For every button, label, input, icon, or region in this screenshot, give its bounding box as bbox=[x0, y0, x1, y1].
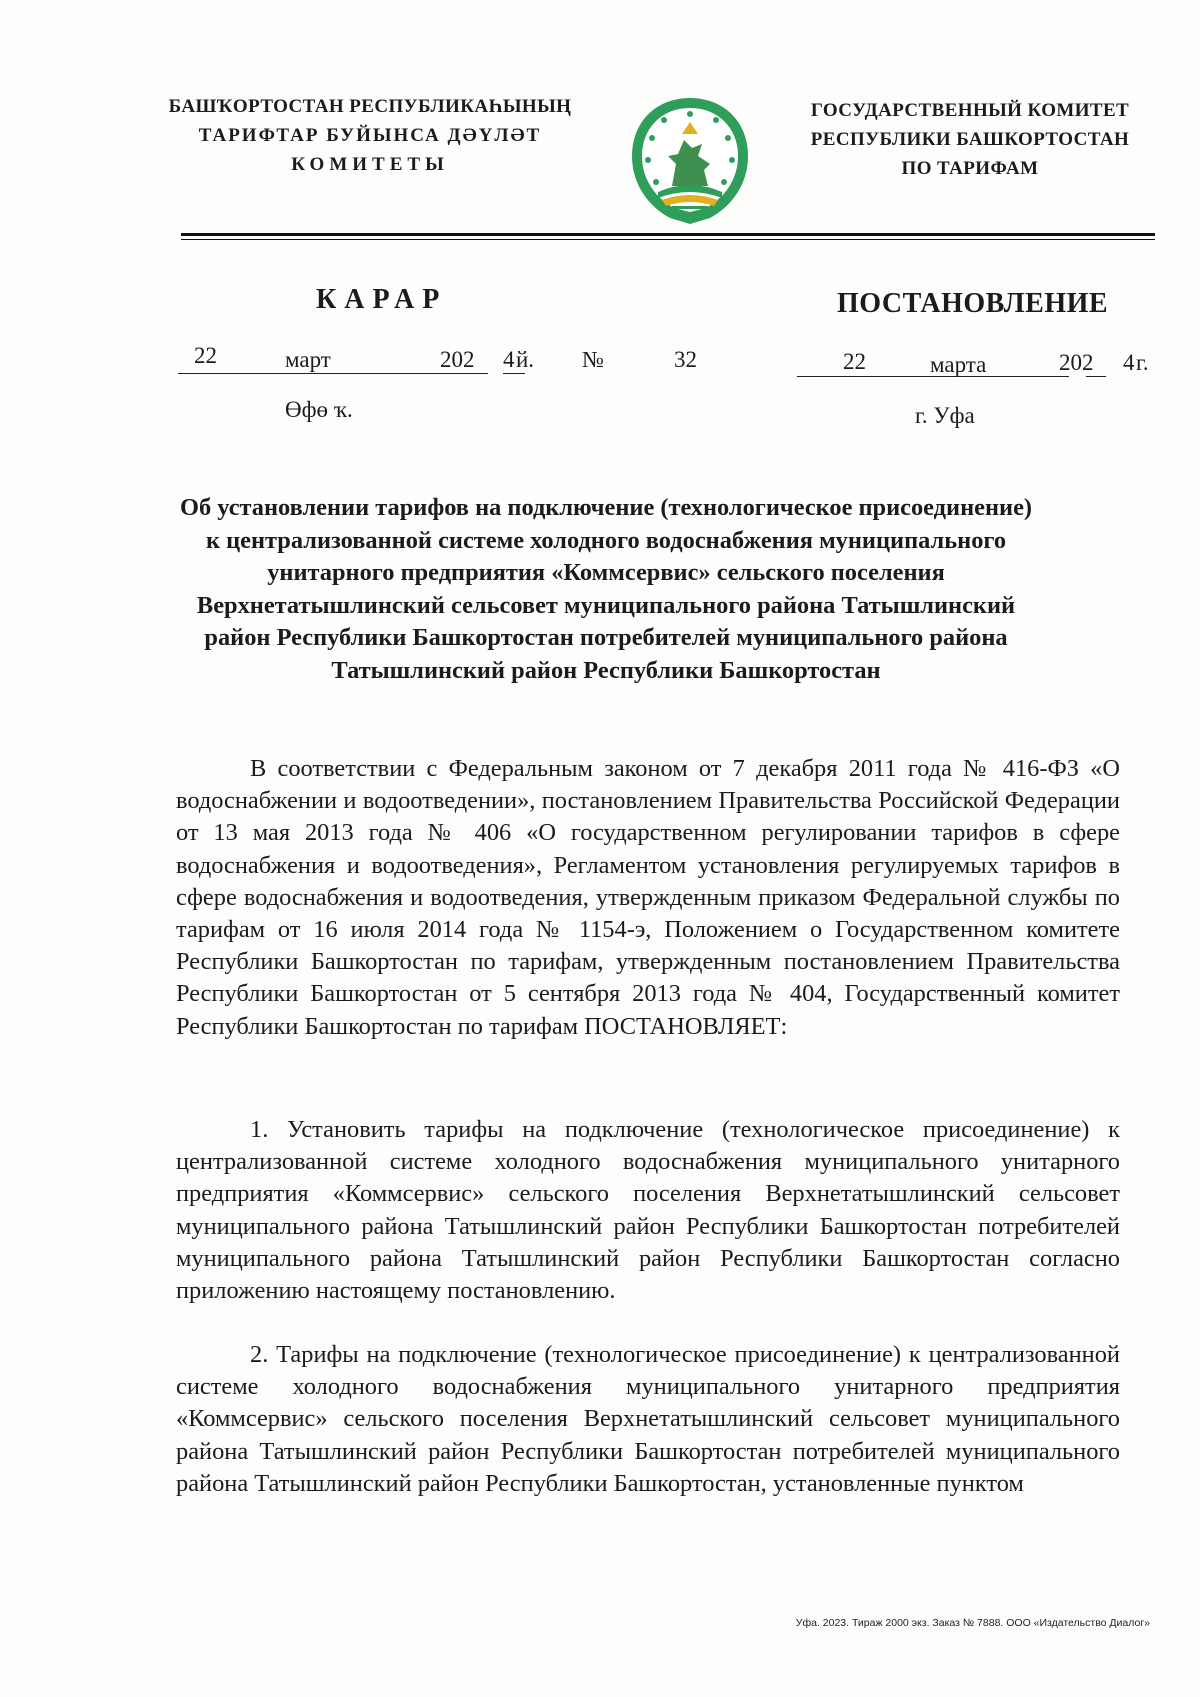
right-date-year-digit: 4 bbox=[1123, 350, 1135, 375]
body-paragraph-3 bbox=[176, 1339, 1120, 1500]
document-title: Об установлении тарифов на подключение (технологическое присоединение) к централизованной системе холодного водоснабжения муниципального унитарного предприятия «Коммсервис» сельского поселения Верхнетатышлинский сельсовет муниципального района Татышлинский район Республики Башкортостан потребителей муниципального района Татышлинский район Республики Башкортостан bbox=[179, 494, 1033, 684]
right-date-year-suffix: г. bbox=[1136, 350, 1149, 375]
header-right-line2: РЕСПУБЛИКИ БАШКОРТОСТАН bbox=[810, 129, 1130, 150]
doc-type-postanovlenie: ПОСТАНОВЛЕНИЕ bbox=[837, 288, 1109, 319]
header-left-line3: КОМИТЕТЫ bbox=[291, 154, 449, 175]
header-right-line3: ПО ТАРИФАМ bbox=[901, 158, 1039, 179]
paragraph-text: 1. Установить тарифы на подключение (технологическое присоединение) к централизованной системе холодного водоснабжения муниципального унитарного предприятия «Коммсервис» сельского поселения Верхнетатышлинский сельсовет муниципального района Татышлинский район Республики Башкортостан потребителей муниципального района Татышлинский район Республики Башкортостан согласно приложению настоящему постановлению. bbox=[176, 1116, 1120, 1305]
paragraph-text: 2. Тарифы на подключение (технологическое присоединение) к централизованной системе холодного водоснабжения муниципального унитарного предприятия «Коммсервис» сельского поселения Верхнетатышлинский сельсовет муниципального района Татышлинский район Республики Башкортостан потребителей муниципального района Татышлинский район Республики Башкортостан, установленные пунктом bbox=[176, 1341, 1120, 1497]
emblem-icon bbox=[628, 94, 752, 228]
left-date-underline bbox=[178, 373, 488, 374]
right-year-underline bbox=[1086, 376, 1106, 377]
right-date-month: марта bbox=[930, 352, 987, 377]
print-footer: Уфа. 2023. Тираж 2000 экз. Заказ № 7888. ООО «Издательство Диалог» bbox=[795, 1617, 1150, 1629]
header-right-title bbox=[770, 96, 1170, 183]
republic-emblem bbox=[628, 94, 752, 228]
doc-type-karar: КАРАР bbox=[316, 284, 448, 315]
paragraph-text: В соответствии с Федеральным законом от 7 декабря 2011 года № 416-ФЗ «О водоснабжении и водоотведении», постановлением Правительства Российской Федерации от 13 мая 2013 года № 406 «О государственном регулировании тарифов в сфере водоснабжения и водоотведения», Регламентом установления регулируемых тарифов в сфере водоснабжения и водоотведения, утвержденным приказом Федеральной службы по тарифам от 16 июля 2014 года № 1154-э, Положением о Государственном комитете Республики Башкортостан по тарифам, утвержденным постановлением Правительства Республики Башкортостан от 5 сентября 2013 года № 404, Государственный комитет Республики Башкортостан по тарифам ПОСТАНОВЛЯЕТ: bbox=[176, 755, 1120, 1040]
header-left-title bbox=[150, 92, 590, 179]
city-left: Өфө ҡ. bbox=[285, 397, 353, 422]
header-left-line1: БАШҠОРТОСТАН РЕСПУБЛИКАҺЫНЫҢ bbox=[168, 96, 572, 117]
left-date-year-digit: 4 bbox=[503, 347, 515, 372]
header-right-line1: ГОСУДАРСТВЕННЫЙ КОМИТЕТ bbox=[810, 100, 1130, 121]
right-date-year-prefix: 202 bbox=[1059, 350, 1094, 375]
body-paragraph-2 bbox=[176, 1114, 1120, 1307]
left-year-underline bbox=[503, 373, 525, 374]
right-date-day: 22 bbox=[843, 349, 866, 374]
document-number: 32 bbox=[674, 347, 697, 372]
left-date-month: март bbox=[285, 347, 331, 372]
body-paragraph-1 bbox=[176, 753, 1120, 1043]
left-date-day: 22 bbox=[194, 343, 217, 368]
left-date-year-suffix: й. bbox=[516, 347, 535, 372]
header-divider-thick bbox=[181, 233, 1155, 236]
city-right: г. Уфа bbox=[915, 403, 975, 428]
left-date-year-prefix: 202 bbox=[440, 347, 475, 372]
header-divider-thin bbox=[181, 239, 1155, 240]
header-left-line2: ТАРИФТАР БУЙЫНСА ДӘҮЛӘТ bbox=[198, 125, 542, 146]
number-sign: № bbox=[582, 347, 604, 372]
